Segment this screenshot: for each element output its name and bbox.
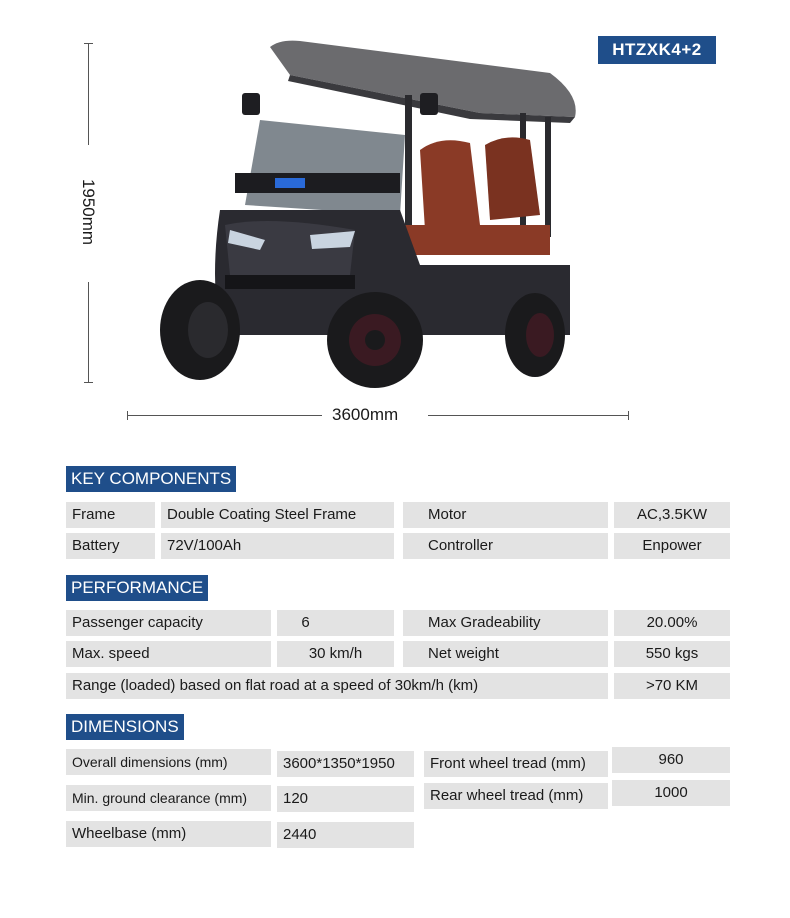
golf-cart-illustration [150,35,590,395]
frame-label: Frame [66,502,155,528]
front-wheel-tread-label: Front wheel tread (mm) [424,751,608,777]
max-speed-value: 30 km/h [277,641,394,667]
net-weight-label: Net weight [403,641,608,667]
range-value: >70 KM [614,673,730,699]
key-components-header: KEY COMPONENTS [66,466,236,492]
max-gradeability-value: 20.00% [614,610,730,636]
max-gradeability-label: Max Gradeability [403,610,608,636]
net-weight-value: 550 kgs [614,641,730,667]
height-line-upper [88,43,89,145]
dimensions-header: DIMENSIONS [66,714,184,740]
length-label: 3600mm [332,405,399,424]
rear-wheel-tread-label: Rear wheel tread (mm) [424,783,608,809]
wheelbase-value: 2440 [277,822,414,848]
front-wheel-tread-value: 960 [612,747,730,773]
performance-header: PERFORMANCE [66,575,208,601]
rear-wheel [505,293,565,377]
max-speed-label: Max. speed [66,641,271,667]
frame-value: Double Coating Steel Frame [161,502,394,528]
wheelbase-label: Wheelbase (mm) [66,821,271,847]
overall-dimensions-label: Overall dimensions (mm) [66,749,271,775]
height-line-bottom-tick [84,382,93,383]
range-label: Range (loaded) based on flat road at a speed of 30km/h (km) [66,673,608,699]
height-line-lower [88,282,89,382]
battery-label: Battery [66,533,155,559]
length-line-right [428,415,628,416]
rear-wheel-tread-value: 1000 [612,780,730,806]
overall-dimensions-value: 3600*1350*1950 [277,751,414,777]
length-line-left [127,415,322,416]
ground-clearance-label: Min. ground clearance (mm) [66,785,271,811]
motor-label: Motor [403,502,608,528]
passenger-capacity-label: Passenger capacity [66,610,271,636]
ground-clearance-value: 120 [277,786,414,812]
front-right-wheel [327,292,423,388]
passenger-capacity-value: 6 [277,610,394,636]
model-badge: HTZXK4+2 [598,36,716,64]
height-label: 1950mm [79,178,98,246]
length-line-right-tick [628,411,629,420]
cart-seat-front [420,140,480,230]
battery-value: 72V/100Ah [161,533,394,559]
cart-seat-rear [485,137,540,220]
controller-value: Enpower [614,533,730,559]
controller-label: Controller [403,533,608,559]
motor-value: AC,3.5KW [614,502,730,528]
front-left-wheel [160,280,240,380]
